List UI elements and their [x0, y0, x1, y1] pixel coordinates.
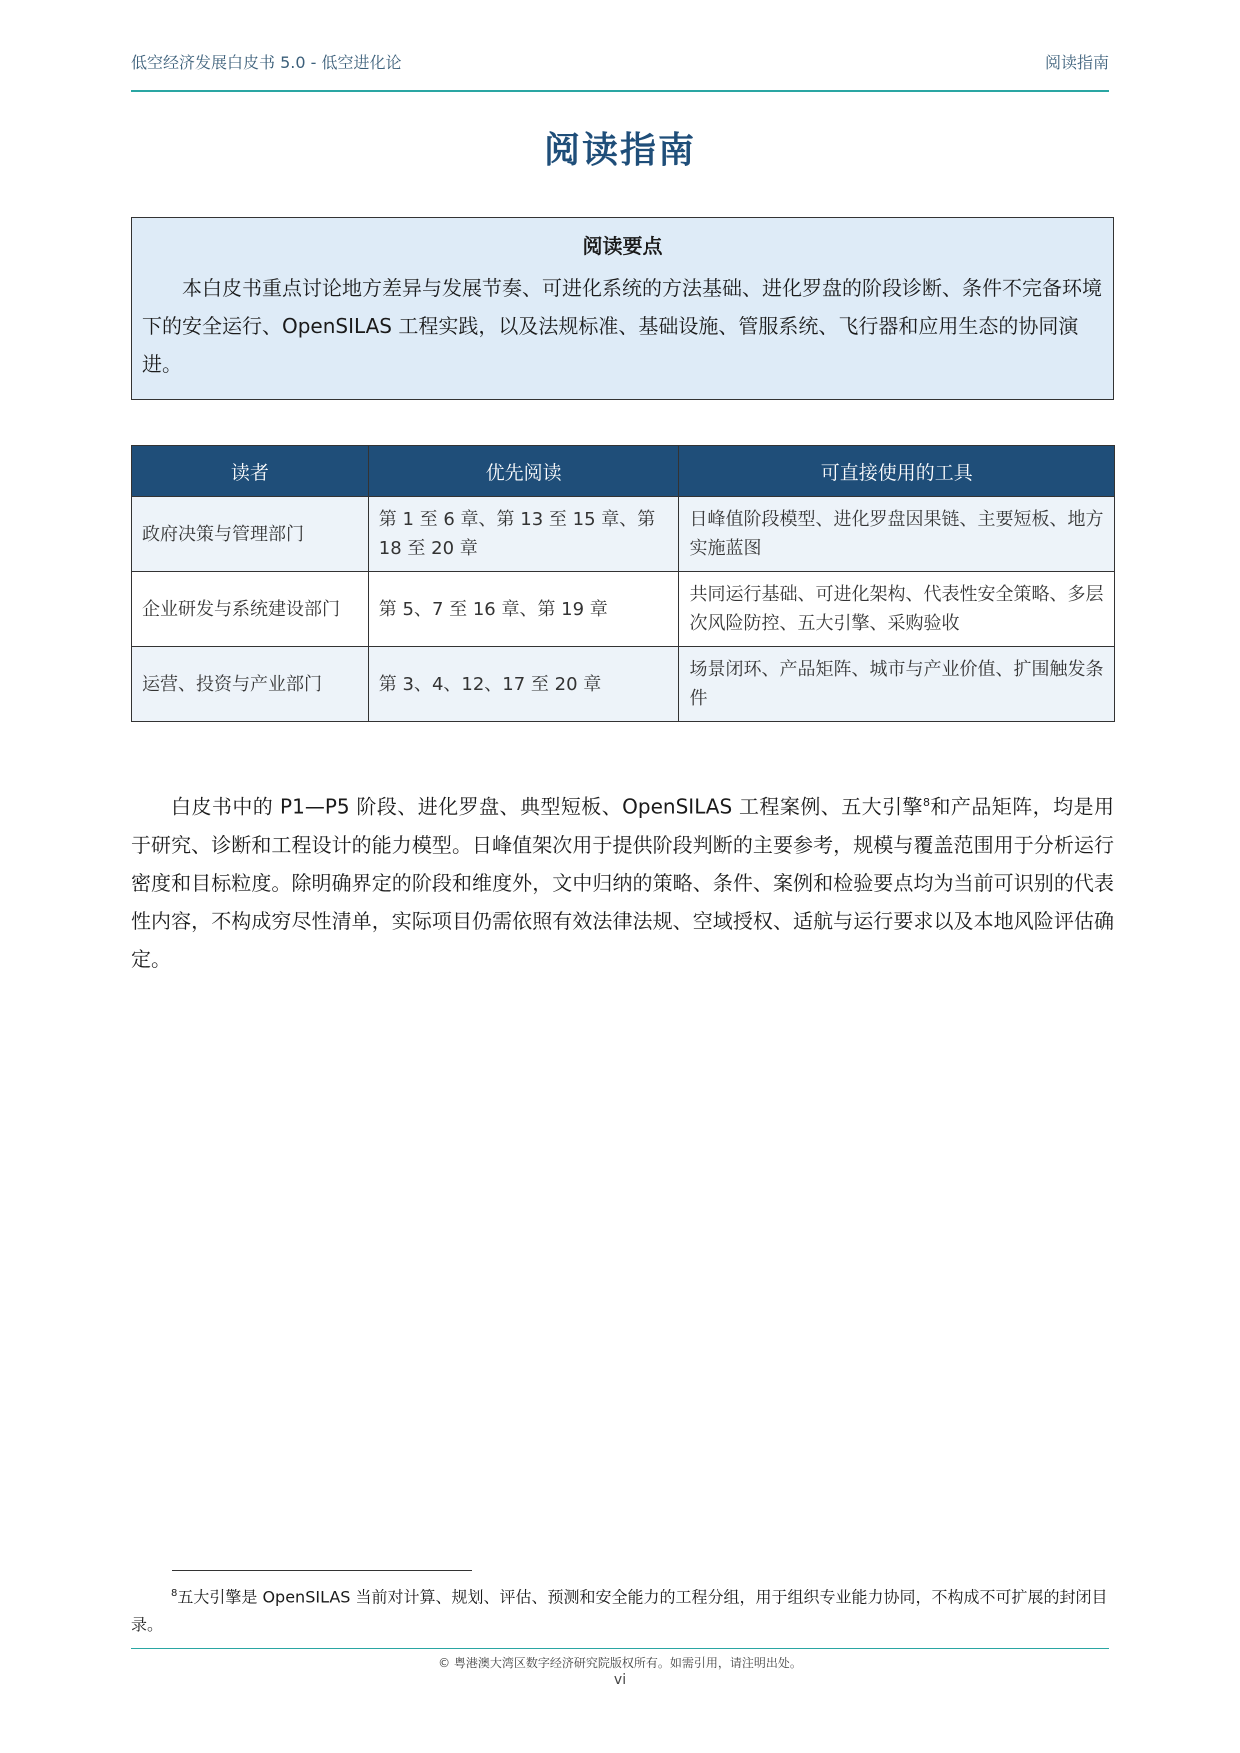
page-number: vi: [613, 1672, 627, 1688]
table-cell-priority: 第 3、4、12、17 至 20 章: [368, 647, 679, 722]
footnote-divider: [172, 1570, 472, 1571]
table-header-priority: 优先阅读: [368, 446, 679, 497]
key-points-text: 本白皮书重点讨论地方差异与发展节奏、可进化系统的方法基础、进化罗盘的阶段诊断、条件不完备环境下的安全运行、OpenSILAS 工程实践，以及法规标准、基础设施、管服系统、飞行器和应用生态的协同演进。: [142, 276, 1102, 376]
page-header: [131, 50, 1109, 92]
table-row: [132, 572, 1115, 647]
table-cell-reader: 企业研发与系统建设部门: [132, 572, 369, 647]
body-paragraph: [131, 784, 1114, 978]
table-cell-tools: 日峰值阶段模型、进化罗盘因果链、主要短板、地方实施蓝图: [679, 497, 1115, 572]
key-points-title: 阅读要点: [582, 234, 663, 258]
table-row: [132, 497, 1115, 572]
table-cell-priority: 第 5、7 至 16 章、第 19 章: [368, 572, 679, 647]
footnote-mark: 8: [171, 1588, 178, 1599]
footer-divider: [131, 1648, 1109, 1649]
table-header-row: [132, 446, 1115, 497]
body-text-part2: 和产品矩阵，均是用于研究、诊断和工程设计的能力模型。日峰值架次用于提供阶段判断的主要参考，规模与覆盖范围用于分析运行密度和目标粒度。除明确界定的阶段和维度外，文中归纳的策略、条件、案例和检验要点均为当前可识别的代表性内容，不构成穷尽性清单，实际项目仍需依照有效法律法规、空域授权、适航与运行要求以及本地风险评估确定。: [131, 794, 1115, 971]
table-cell-tools: 共同运行基础、可进化架构、代表性安全策略、多层次风险防控、五大引擎、采购验收: [679, 572, 1115, 647]
table-cell-reader: 运营、投资与产业部门: [132, 647, 369, 722]
table-header-tools: 可直接使用的工具: [679, 446, 1115, 497]
key-points-box: [131, 217, 1114, 400]
table-cell-reader: 政府决策与管理部门: [132, 497, 369, 572]
table-header-reader: 读者: [132, 446, 369, 497]
table-cell-priority: 第 1 至 6 章、第 13 至 15 章、第 18 至 20 章: [368, 497, 679, 572]
table-cell-tools: 场景闭环、产品矩阵、城市与产业价值、扩围触发条件: [679, 647, 1115, 722]
copyright-notice: © 粤港澳大湾区数字经济研究院版权所有。如需引用，请注明出处。: [438, 1656, 802, 1670]
header-doc-title: 低空经济发展白皮书 5.0 - 低空进化论: [131, 53, 402, 72]
footnote-reference[interactable]: 8: [923, 796, 930, 809]
footnote-text: 五大引擎是 OpenSILAS 当前对计算、规划、评估、预测和安全能力的工程分组，用于组织专业能力协同，不构成不可扩展的封闭目录。: [131, 1587, 1108, 1635]
body-text-part1: 白皮书中的 P1—P5 阶段、进化罗盘、典型短板、OpenSILAS 工程案例、五大引擎: [171, 794, 923, 819]
reader-guide-table: [131, 445, 1115, 722]
header-section-title: 阅读指南: [1044, 53, 1109, 72]
page-title: 阅读指南: [543, 130, 696, 171]
footnote: [131, 1580, 1114, 1639]
table-row: [132, 647, 1115, 722]
